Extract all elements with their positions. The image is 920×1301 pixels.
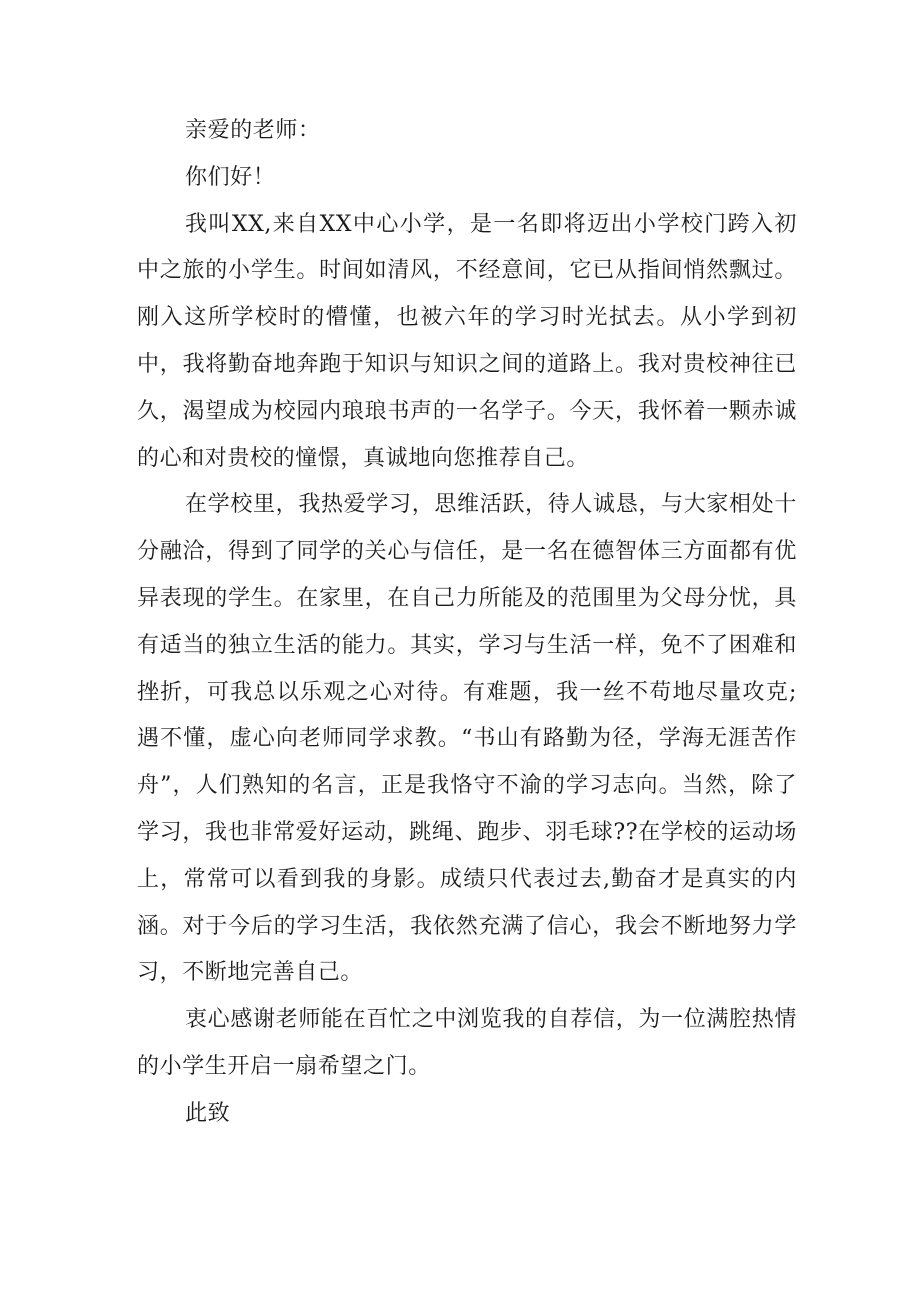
letter-paragraph-school-life: 在学校里，我热爱学习，思维活跃，待人诚恳，与大家相处十分融洽，得到了同学的关心与信任，是一名在德智体三方面都有优异表现的学生。在家里，在自己力所能及的范围里为父母分忧，具有适当的独立生活的能力。其实，学习与生活一样，免不了困难和挫折，可我总以乐观之心对待。有难题，我一丝不苟地尽量攻克;遇不懂，虚心向老师同学求教。“书山有路勤为径，学海无涯苦作舟”，人们熟知的名言，正是我恪守不渝的学习志向。当然，除了学习，我也非常爱好运动，跳绳、跑步、羽毛球??在学校的运动场上，常常可以看到我的身影。成绩只代表过去,勤奋才是真实的内涵。对于今后的学习生活，我依然充满了信心，我会不断地努力学习，不断地完善自己。 (137, 492, 797, 986)
letter-greeting: 你们好！ (185, 164, 276, 190)
letter-paragraph-thanks: 衷心感谢老师能在百忙之中浏览我的自荐信，为一位满腔热情的小学生开启一扇希望之门。 (137, 1007, 797, 1079)
letter-salutation: 亲爱的老师： (185, 118, 321, 143)
letter-closing: 此致 (185, 1100, 231, 1126)
letter-body (137, 108, 797, 1138)
letter-paragraph-intro: 我叫XX,来自XX中心小学，是一名即将迈出小学校门跨入初中之旅的小学生。时间如清风，不经意间，它已从指间悄然飘过。刚入这所学校时的懵懂，也被六年的学习时光拭去。从小学到初中，我将勤奋地奔跑于知识与知识之间的道路上。我对贵校神往已久，渴望成为校园内琅琅书声的一名学子。今天，我怀着一颗赤诚的心和对贵校的憧憬，真诚地向您推荐自己。 (137, 211, 797, 471)
